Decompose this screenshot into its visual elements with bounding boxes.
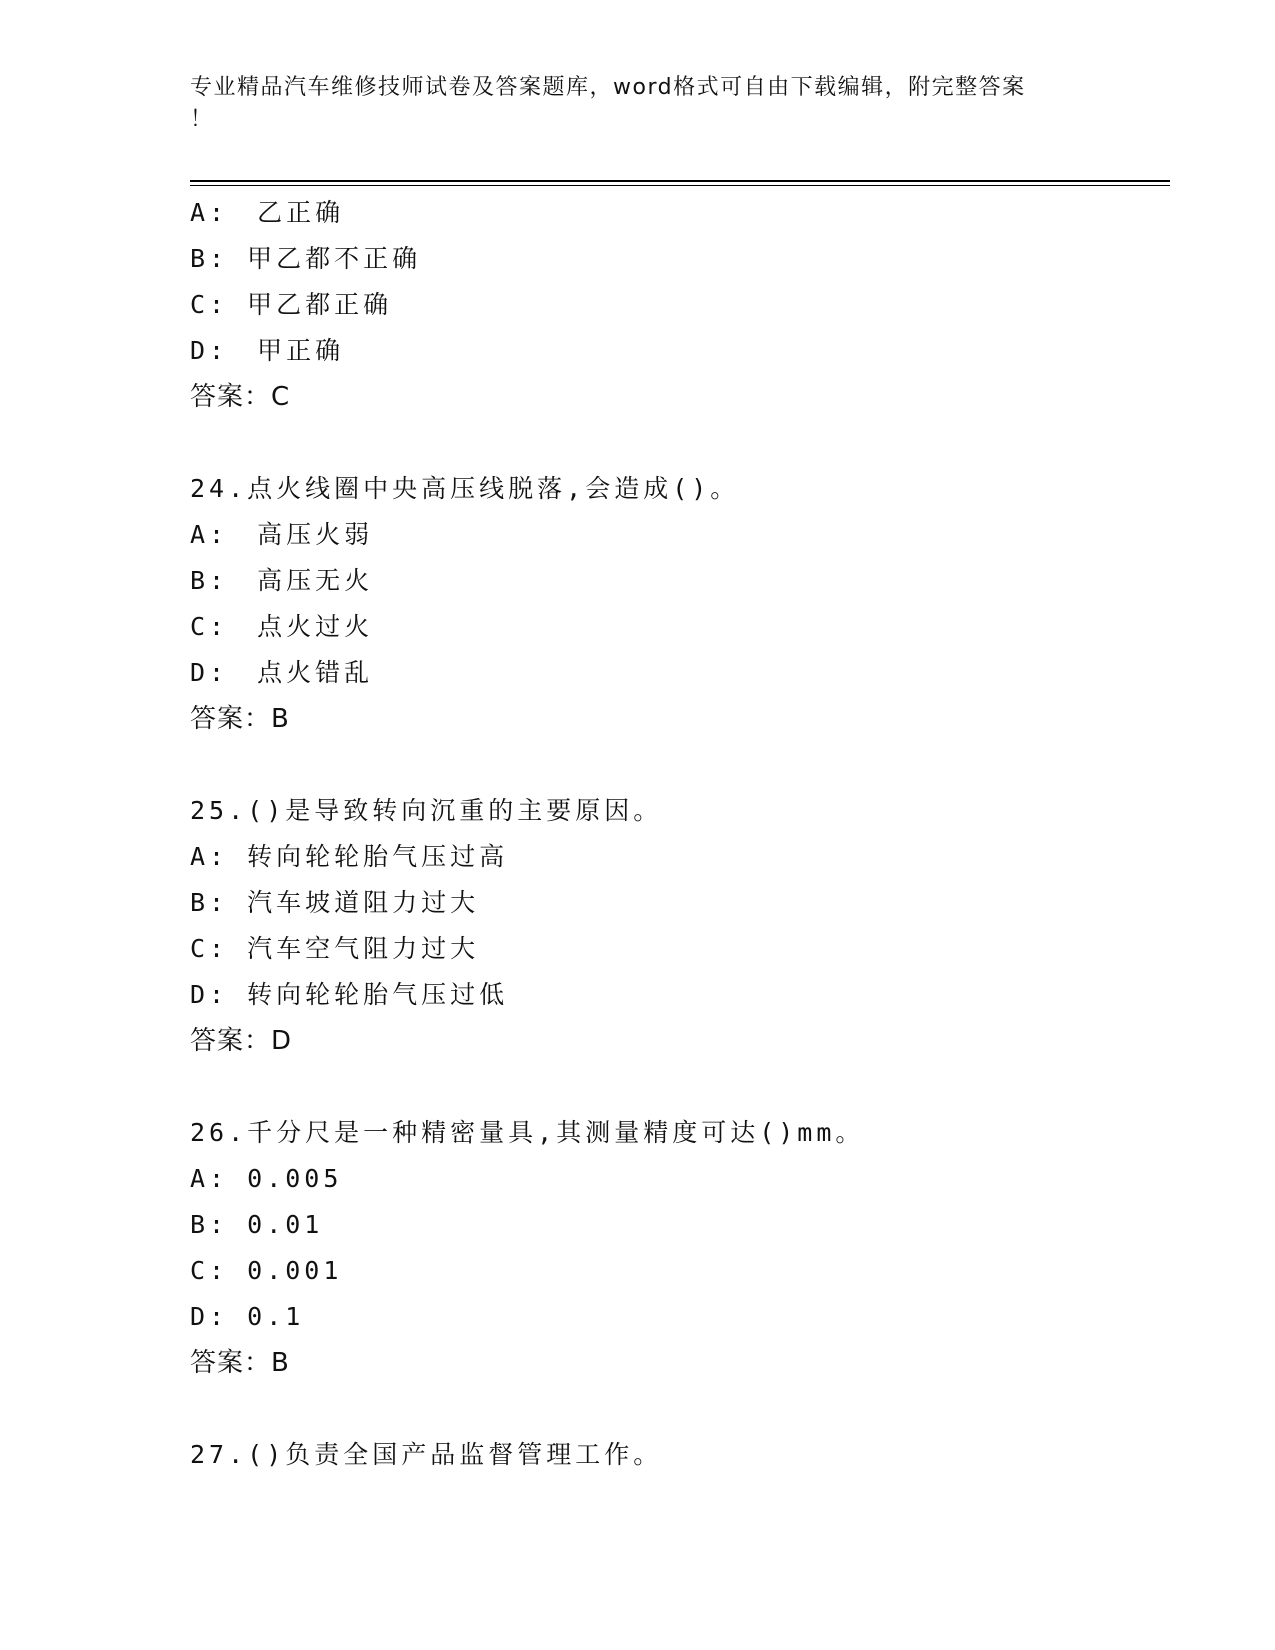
- option-b: B: 0.01: [190, 1210, 324, 1239]
- question-stem: 24.点火线圈中央高压线脱落,会造成()。: [190, 474, 740, 503]
- question-stem: 27.()负责全国产品监督管理工作。: [190, 1440, 663, 1469]
- question-list: [190, 190, 1170, 1478]
- question-26: [190, 1110, 1170, 1386]
- option-c: C: 0.001: [190, 1256, 343, 1285]
- option-b: B: 汽车坡道阻力过大: [190, 888, 480, 917]
- option-c: C: 汽车空气阻力过大: [190, 934, 480, 963]
- header-title-end: ！: [190, 107, 214, 132]
- header-divider-thick: [190, 180, 1170, 182]
- option-a: A: 0.005: [190, 1164, 343, 1193]
- answer-line: 答案：D: [190, 1026, 293, 1056]
- answer-line: 答案：B: [190, 1348, 290, 1378]
- question-25: [190, 788, 1170, 1064]
- option-c: C: 点火过火: [190, 612, 374, 641]
- question-24: [190, 466, 1170, 742]
- option-a: A: 乙正确: [190, 198, 345, 227]
- question-23: [190, 190, 1170, 420]
- option-c: C: 甲乙都正确: [190, 290, 393, 319]
- option-b: B: 甲乙都不正确: [190, 244, 422, 273]
- header-title: 专业精品汽车维修技师试卷及答案题库，word格式可自由下载编辑，附完整答案: [190, 75, 1026, 100]
- document-header: [190, 72, 1070, 136]
- question-stem: 26.千分尺是一种精密量具,其测量精度可达()mm。: [190, 1118, 865, 1147]
- question-stem: 25.()是导致转向沉重的主要原因。: [190, 796, 663, 825]
- answer-line: 答案：C: [190, 382, 291, 412]
- option-d: D: 点火错乱: [190, 658, 374, 687]
- option-d: D: 0.1: [190, 1302, 305, 1331]
- header-divider-thin: [190, 185, 1170, 186]
- option-b: B: 高压无火: [190, 566, 374, 595]
- answer-line: 答案：B: [190, 704, 290, 734]
- option-d: D: 转向轮轮胎气压过低: [190, 980, 509, 1009]
- option-a: A: 高压火弱: [190, 520, 374, 549]
- option-a: A: 转向轮轮胎气压过高: [190, 842, 509, 871]
- option-d: D: 甲正确: [190, 336, 345, 365]
- question-27: [190, 1432, 1170, 1478]
